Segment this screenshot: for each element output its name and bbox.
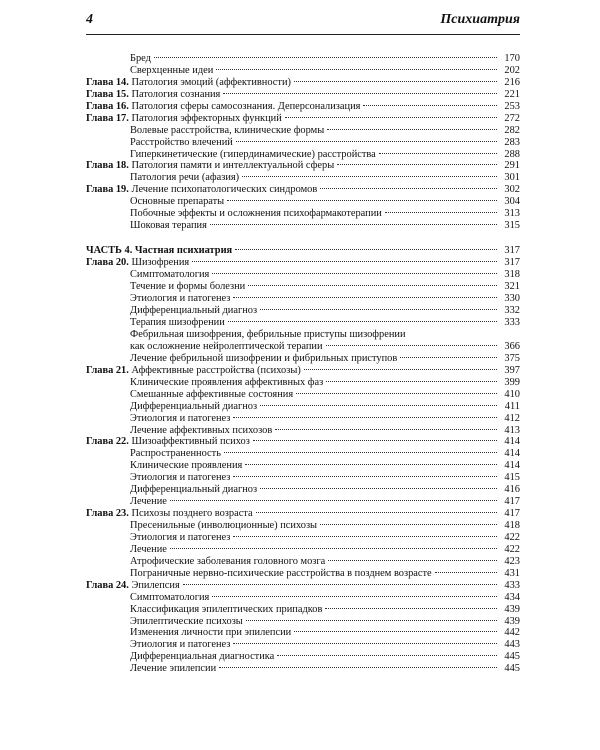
toc-entry xyxy=(86,281,520,293)
dot-leader xyxy=(260,405,497,406)
toc-entry-label: Клинические проявления аффективных фаз xyxy=(130,376,324,388)
table-of-contents xyxy=(86,53,520,675)
running-header xyxy=(86,12,520,32)
toc-entry-title xyxy=(130,413,230,425)
dot-leader xyxy=(260,488,497,489)
toc-page-number: 170 xyxy=(504,53,520,64)
toc-page-number: 301 xyxy=(504,172,520,184)
toc-entry-label: Терапия шизофрении xyxy=(130,317,225,329)
toc-entry-title xyxy=(86,160,334,172)
dot-leader xyxy=(224,452,497,453)
toc-entry-label: Пресенильные (инволюционные) психозы xyxy=(130,520,318,532)
toc-entry-title xyxy=(130,544,167,556)
dot-leader xyxy=(227,200,497,201)
toc-entry-label: Патология речи (афазия) xyxy=(130,172,240,184)
toc-entry-title xyxy=(130,220,207,232)
toc-entry-label: Этиология и патогенез xyxy=(130,412,231,424)
toc-entry-label: Побочные эффекты и осложнения психофармакотерапии xyxy=(130,208,382,220)
toc-chapter-entry xyxy=(86,508,520,520)
toc-entry-title xyxy=(130,627,291,639)
toc-entry-number: ЧАСТЬ 4. xyxy=(86,245,133,257)
toc-entry-title xyxy=(86,184,317,196)
toc-entry-title xyxy=(86,101,360,113)
toc-page-number: 272 xyxy=(504,112,520,124)
toc-entry-label: Распространенность xyxy=(130,448,221,460)
toc-entry xyxy=(86,425,520,437)
toc-entry-label: Атрофические заболевания головного мозга xyxy=(130,555,326,567)
dot-leader xyxy=(233,476,497,477)
toc-page-number: 253 xyxy=(504,100,520,112)
dot-leader xyxy=(228,321,497,322)
toc-entry-title xyxy=(130,616,243,628)
toc-entry-title xyxy=(130,604,322,616)
toc-chapter-entry xyxy=(86,580,520,592)
toc-entry xyxy=(86,401,520,413)
toc-entry-label: Дифференциальная диагностика xyxy=(130,651,275,663)
dot-leader xyxy=(256,512,497,513)
toc-entry-label: Течение и формы болезни xyxy=(130,281,246,293)
toc-entry-label: Шоковая терапия xyxy=(130,220,207,232)
toc-entry xyxy=(86,196,520,208)
toc-entry-title xyxy=(130,484,257,496)
toc-entry-number: Глава 18. xyxy=(86,160,129,172)
toc-entry-title xyxy=(130,377,323,389)
toc-entry-label: Симптоматология xyxy=(130,591,210,603)
toc-page-number: 221 xyxy=(504,88,520,100)
toc-chapter-entry xyxy=(86,160,520,172)
toc-entry-label: Фебрильная шизофрения, фебрильные приступы шизофрении xyxy=(130,329,406,341)
toc-entry-label: Этиология и патогенез xyxy=(130,531,231,543)
dot-leader xyxy=(328,560,497,561)
toc-entry-title xyxy=(130,556,325,568)
dot-leader xyxy=(260,309,497,310)
toc-page-number: 439 xyxy=(504,615,520,627)
toc-entry-title xyxy=(130,663,216,675)
toc-entry-title xyxy=(130,592,209,604)
dot-leader xyxy=(212,596,497,597)
toc-chapter-entry xyxy=(86,365,520,377)
toc-entry-label: Патология памяти и интеллектуальной сферы xyxy=(131,160,335,172)
toc-entry xyxy=(86,53,520,65)
toc-page-number: 315 xyxy=(504,220,520,232)
toc-entry-number: Глава 15. xyxy=(86,88,129,100)
toc-chapter-entry xyxy=(86,257,520,269)
toc-page-number: 443 xyxy=(504,639,520,651)
dot-leader xyxy=(320,188,497,189)
dot-leader xyxy=(192,261,497,262)
toc-page-number: 418 xyxy=(504,520,520,532)
toc-entry-title xyxy=(86,436,250,448)
toc-part-entry xyxy=(86,245,520,257)
toc-page-number: 366 xyxy=(504,340,520,352)
toc-entry-label: Классификация эпилептических припадков xyxy=(130,603,323,615)
toc-entry-label: Гиперкинетические (гипердинамические) расстройства xyxy=(130,148,376,160)
toc-entry xyxy=(86,568,520,580)
toc-entry-label: Лечение психопатологических синдромов xyxy=(131,184,318,196)
toc-entry-label: Основные препараты xyxy=(130,196,225,208)
dot-leader xyxy=(320,524,497,525)
toc-page-number: 412 xyxy=(504,412,520,424)
toc-entry xyxy=(86,341,520,353)
toc-entry xyxy=(86,663,520,675)
toc-entry-label: Волевые расстройства, клинические формы xyxy=(130,124,325,136)
dot-leader xyxy=(233,536,497,537)
toc-page-number: 422 xyxy=(504,543,520,555)
toc-page-number: 414 xyxy=(504,436,520,448)
toc-entry-label: Лечение xyxy=(130,543,167,555)
toc-page-number: 433 xyxy=(504,579,520,591)
toc-entry-label: Патология сферы самосознания. Деперсонализация xyxy=(131,100,361,112)
toc-entry xyxy=(86,293,520,305)
page-number: 4 xyxy=(86,12,93,27)
dot-leader xyxy=(385,212,497,213)
toc-entry-number: Глава 16. xyxy=(86,100,129,112)
dot-leader xyxy=(325,608,497,609)
dot-leader xyxy=(183,584,497,585)
toc-entry xyxy=(86,389,520,401)
toc-entry-title xyxy=(130,65,213,77)
toc-entry-title xyxy=(86,89,220,101)
dot-leader xyxy=(285,117,497,118)
toc-entry-title xyxy=(130,520,317,532)
toc-entry xyxy=(86,317,520,329)
toc-entry-title xyxy=(130,172,239,184)
toc-page-number: 291 xyxy=(504,160,520,172)
toc-page-number: 439 xyxy=(504,603,520,615)
toc-page-number: 317 xyxy=(504,245,520,257)
toc-entry-title xyxy=(130,341,323,353)
toc-entry-number: Глава 20. xyxy=(86,257,129,269)
toc-entry xyxy=(86,496,520,508)
dot-leader xyxy=(233,417,497,418)
toc-entry-label: Бред xyxy=(130,53,151,64)
toc-entry-title xyxy=(130,651,274,663)
toc-page-number: 414 xyxy=(504,448,520,460)
dot-leader xyxy=(248,285,497,286)
toc-chapter-entry xyxy=(86,436,520,448)
toc-entry-title xyxy=(130,401,257,413)
toc-page-number: 216 xyxy=(504,76,520,88)
toc-chapter-entry xyxy=(86,77,520,89)
toc-page-number: 313 xyxy=(504,208,520,220)
toc-entry-number: Глава 23. xyxy=(86,508,129,520)
toc-entry xyxy=(86,520,520,532)
toc-entry-label: Симптоматология xyxy=(130,269,210,281)
toc-entry-label: Эпилепсия xyxy=(131,579,180,591)
toc-page-number: 332 xyxy=(504,305,520,317)
dot-leader xyxy=(233,643,497,644)
dot-leader xyxy=(170,548,497,549)
toc-chapter-entry xyxy=(86,101,520,113)
toc-entry-label: Лечение xyxy=(130,496,167,508)
toc-entry xyxy=(86,592,520,604)
toc-page-number: 410 xyxy=(504,388,520,400)
toc-entry-label: Дифференциальный диагноз xyxy=(130,484,258,496)
toc-entry-title xyxy=(130,208,382,220)
dot-leader xyxy=(275,429,497,430)
toc-page-number: 415 xyxy=(504,472,520,484)
dot-leader xyxy=(236,141,497,142)
toc-page-number: 288 xyxy=(504,148,520,160)
toc-entry-label: Дифференциальный диагноз xyxy=(130,400,258,412)
toc-entry-title xyxy=(86,508,253,520)
dot-leader xyxy=(296,393,497,394)
toc-entry-label: Этиология и патогенез xyxy=(130,639,231,651)
toc-page-number: 321 xyxy=(504,281,520,293)
toc-page-number: 431 xyxy=(504,567,520,579)
toc-entry-label: Патология сознания xyxy=(131,88,221,100)
dot-leader xyxy=(223,93,497,94)
book-title: Психиатрия xyxy=(440,12,520,27)
toc-entry-title xyxy=(130,425,272,437)
dot-leader xyxy=(253,440,497,441)
toc-entry-label: Этиология и патогенез xyxy=(130,472,231,484)
toc-entry-title xyxy=(130,460,242,472)
toc-entry xyxy=(86,413,520,425)
toc-page-number: 445 xyxy=(504,663,520,675)
toc-entry-title xyxy=(130,353,397,365)
dot-leader xyxy=(337,164,497,165)
toc-entry-label: Патология эффекторных функций xyxy=(131,112,282,124)
toc-entry-number: Глава 17. xyxy=(86,112,129,124)
toc-entry xyxy=(86,377,520,389)
toc-entry xyxy=(86,220,520,232)
dot-leader xyxy=(400,357,497,358)
toc-entry xyxy=(86,65,520,77)
toc-page-number: 333 xyxy=(504,317,520,329)
toc-entry-title xyxy=(130,448,221,460)
toc-entry-title xyxy=(130,317,225,329)
toc-page-number: 302 xyxy=(504,184,520,196)
toc-page-number: 318 xyxy=(504,269,520,281)
toc-entry-label: Смешанные аффективные состояния xyxy=(130,388,294,400)
toc-page-number: 375 xyxy=(504,352,520,364)
toc-page-number: 423 xyxy=(504,555,520,567)
toc-entry-label: Клинические проявления xyxy=(130,460,243,472)
toc-page-number: 283 xyxy=(504,136,520,148)
toc-entry-label: Изменения личности при эпилепсии xyxy=(130,627,292,639)
dot-leader xyxy=(277,655,497,656)
toc-page-number: 304 xyxy=(504,196,520,208)
toc-entry-label: Дифференциальный диагноз xyxy=(130,305,258,317)
toc-entry-title xyxy=(86,77,291,89)
toc-entry xyxy=(86,532,520,544)
toc-page-number: 411 xyxy=(504,400,520,412)
toc-page-number: 442 xyxy=(504,627,520,639)
dot-leader xyxy=(170,500,497,501)
toc-entry-label: Сверхценные идеи xyxy=(130,64,214,76)
toc-page-number: 416 xyxy=(504,484,520,496)
dot-leader xyxy=(233,297,497,298)
toc-entry xyxy=(86,627,520,639)
toc-entry-title xyxy=(130,269,209,281)
dot-leader xyxy=(212,273,497,274)
header-rule xyxy=(86,34,520,35)
toc-entry xyxy=(86,208,520,220)
toc-entry-label: Лечение фебрильной шизофрении и фибрильных приступов xyxy=(130,352,398,364)
toc-entry-number: Глава 21. xyxy=(86,364,129,376)
dot-leader xyxy=(242,176,497,177)
toc-page-number: 422 xyxy=(504,531,520,543)
toc-entry-title xyxy=(130,149,376,161)
toc-entry-title xyxy=(130,532,230,544)
toc-chapter-entry xyxy=(86,184,520,196)
dot-leader xyxy=(326,345,497,346)
toc-entry-title xyxy=(130,53,151,65)
toc-page-number: 417 xyxy=(504,508,520,520)
toc-entry-label: Пограничные нервно-психические расстройства в позднем возрасте xyxy=(130,567,432,579)
toc-entry xyxy=(86,651,520,663)
toc-page-number: 413 xyxy=(504,424,520,436)
toc-entry xyxy=(86,616,520,628)
toc-entry-label: Эпилептические психозы xyxy=(130,615,243,627)
toc-entry xyxy=(86,329,520,341)
toc-entry xyxy=(86,556,520,568)
dot-leader xyxy=(294,631,497,632)
toc-entry xyxy=(86,125,520,137)
toc-page-number: 330 xyxy=(504,293,520,305)
toc-entry-title xyxy=(130,329,406,341)
toc-chapter-entry xyxy=(86,113,520,125)
toc-entry-title xyxy=(86,580,180,592)
toc-entry xyxy=(86,448,520,460)
toc-entry-title xyxy=(130,305,257,317)
toc-entry xyxy=(86,305,520,317)
toc-entry-title xyxy=(130,281,245,293)
toc-entry xyxy=(86,172,520,184)
dot-leader xyxy=(304,369,497,370)
toc-entry-title xyxy=(130,389,293,401)
toc-entry-number: Глава 24. xyxy=(86,579,129,591)
dot-leader xyxy=(154,57,497,58)
toc-entry-label: Этиология и патогенез xyxy=(130,293,231,305)
toc-page-number: 397 xyxy=(504,364,520,376)
dot-leader xyxy=(379,153,497,154)
toc-entry-label: Шизофрения xyxy=(131,257,190,269)
dot-leader xyxy=(219,667,497,668)
toc-page-number: 202 xyxy=(504,64,520,76)
toc-entry-title xyxy=(130,125,324,137)
toc-entry xyxy=(86,269,520,281)
toc-entry-label: как осложнение нейролептической терапии xyxy=(130,340,323,352)
toc-entry-label: Расстройство влечений xyxy=(130,136,233,148)
dot-leader xyxy=(327,129,497,130)
toc-entry-number: Глава 22. xyxy=(86,436,129,448)
toc-entry xyxy=(86,484,520,496)
toc-entry xyxy=(86,472,520,484)
dot-leader xyxy=(326,381,497,382)
toc-entry-title xyxy=(130,472,230,484)
toc-entry-label: Лечение эпилепсии xyxy=(130,663,217,675)
toc-chapter-entry xyxy=(86,89,520,101)
dot-leader xyxy=(210,224,497,225)
toc-entry-title xyxy=(130,639,230,651)
toc-entry xyxy=(86,353,520,365)
toc-entry-title xyxy=(86,365,301,377)
toc-entry xyxy=(86,604,520,616)
toc-page-number: 317 xyxy=(504,257,520,269)
toc-entry-title xyxy=(86,245,232,257)
toc-entry-title xyxy=(130,293,230,305)
toc-page-number: 445 xyxy=(504,651,520,663)
toc-entry-title xyxy=(130,196,224,208)
toc-entry-title xyxy=(86,257,189,269)
toc-entry xyxy=(86,544,520,556)
toc-entry-label: Психозы позднего возраста xyxy=(131,508,253,520)
dot-leader xyxy=(216,69,497,70)
dot-leader xyxy=(246,620,497,621)
toc-page-number: 414 xyxy=(504,460,520,472)
toc-entry xyxy=(86,137,520,149)
toc-entry-title xyxy=(86,113,282,125)
toc-entry-label: Патология эмоций (аффективности) xyxy=(131,76,291,88)
dot-leader xyxy=(245,464,497,465)
toc-entry-label: Лечение аффективных психозов xyxy=(130,424,273,436)
toc-entry-title xyxy=(130,568,432,580)
toc-entry-title xyxy=(130,496,167,508)
dot-leader xyxy=(235,249,497,250)
toc-entry-number: Глава 14. xyxy=(86,76,129,88)
toc-entry xyxy=(86,639,520,651)
toc-entry-number: Глава 19. xyxy=(86,184,129,196)
toc-entry-label: Аффективные расстройства (психозы) xyxy=(131,364,301,376)
dot-leader xyxy=(294,81,497,82)
dot-leader xyxy=(363,105,497,106)
toc-page-number: 417 xyxy=(504,496,520,508)
dot-leader xyxy=(435,572,497,573)
toc-entry xyxy=(86,149,520,161)
toc-page-number: 434 xyxy=(504,591,520,603)
toc-entry xyxy=(86,460,520,472)
toc-entry-label: Частная психиатрия xyxy=(134,245,233,257)
toc-page-number: 399 xyxy=(504,376,520,388)
toc-page-number: 282 xyxy=(504,124,520,136)
toc-entry-label: Шизоаффективный психоз xyxy=(131,436,250,448)
toc-entry-title xyxy=(130,137,233,149)
